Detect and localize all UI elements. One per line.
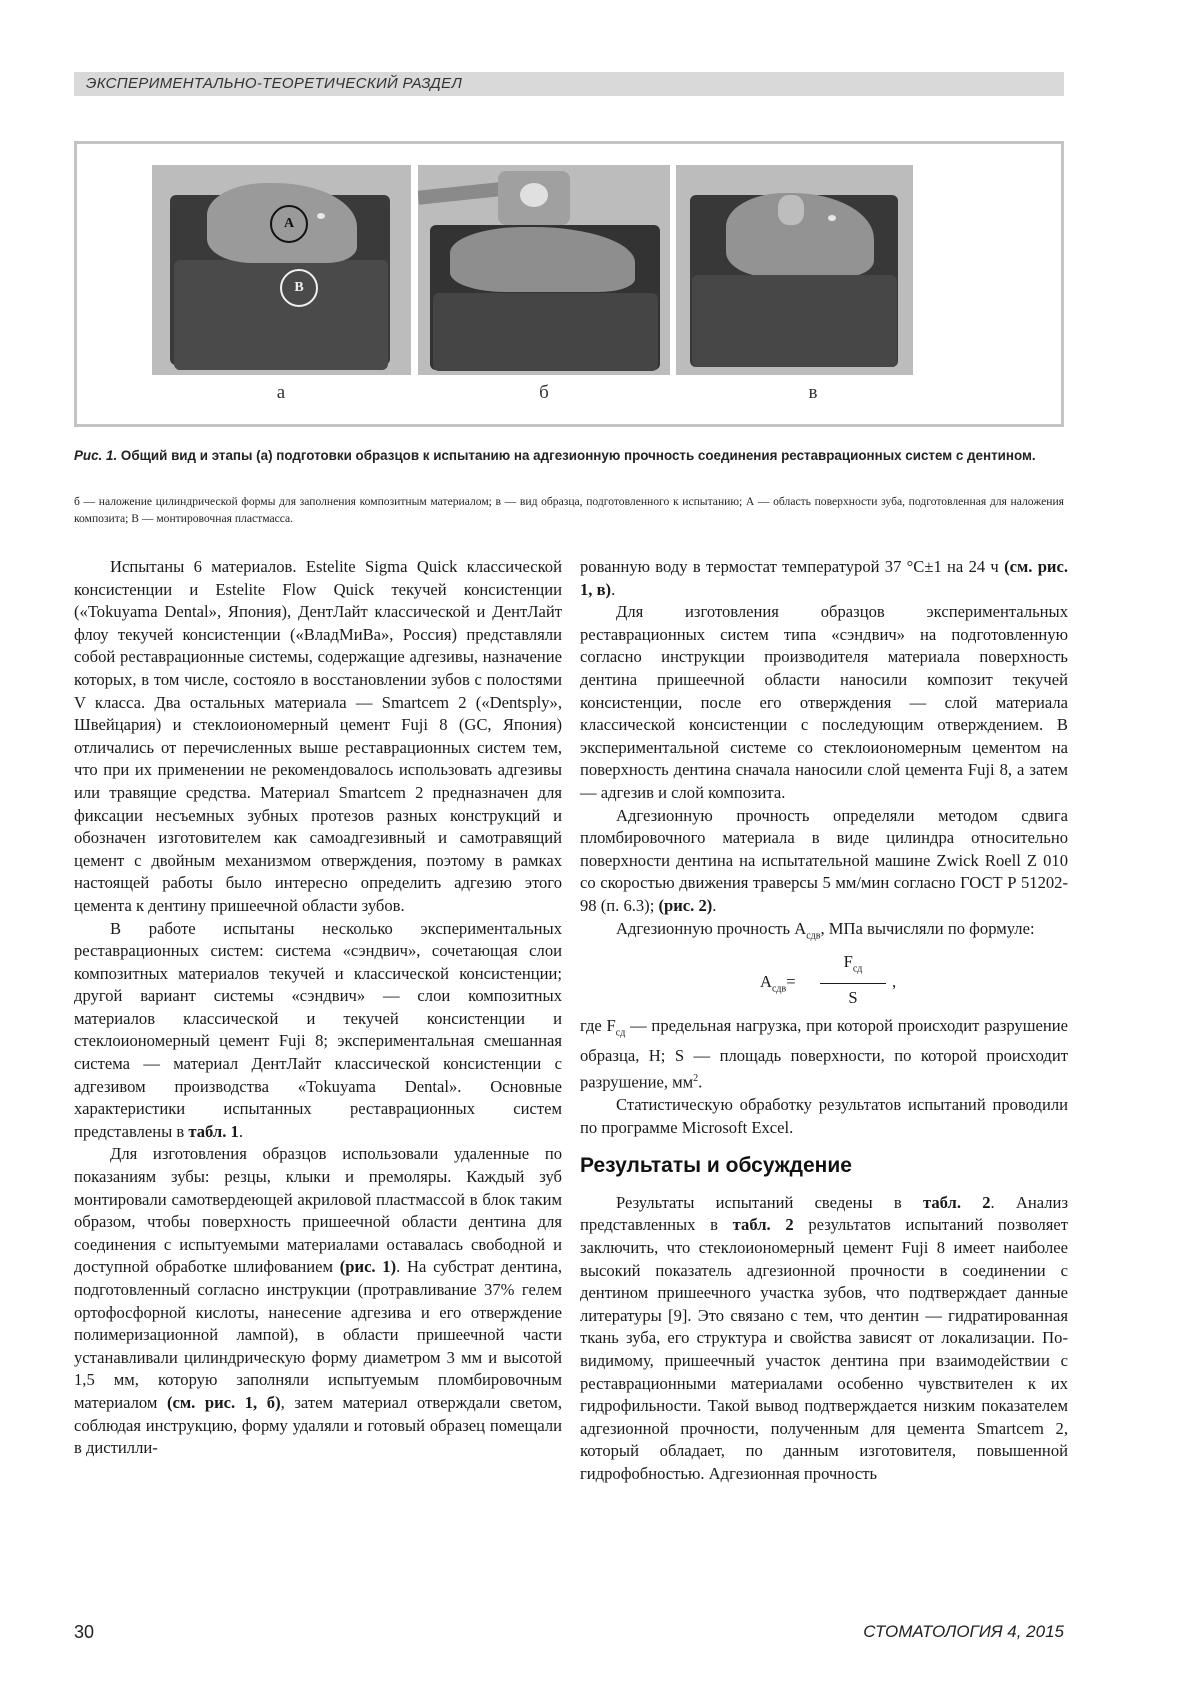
paragraph: Адгезионную прочность $А_{сдв}$, МПа вычисляли по формуле: — [616, 918, 1035, 941]
figure-photo-c — [676, 165, 913, 375]
paragraph: Для изготовления образцов использовали удаленные по показаниям зубы: резцы, клыки и премоляры. Каждый зуб монтировали самотвердеющей акриловой пластмассой в блок таким образом, чтобы поверхность пришеечной области дентина для соединения с испытуемыми материалами оставалась свободной и доступной обработке шлифованием (рис. 1). На субстрат дентина, подготовленный согласно инструкции (протравливание 37% гелем ортофосфорной кислоты, нанесение адгезива и его отверждение полимеризационной лампой), в области пришеечной части устанавливали цилиндрическую форму диаметром 3 мм и высотой 1,5 мм, которую заполняли испытуемым пломбировочным материалом (см. рис. 1, б), затем материал отверждали светом, соблюдая инструкцию, форму удаляли и готовый образец помещали в дистилли- — [74, 1144, 563, 1458]
paragraph: Испытаны 6 материалов. Estelite Sigma Quick классической консистенции и Estelite Flow Quick текучей консистенции («Tokuyama Dental», Япония), ДентЛайт классической и ДентЛайт флоу текучей консистенции («ВладМиВа», Россия) представляли собой реставрационные системы, содержащие адгезивы, назначение которых, в том числе, состояло в восстановлении зубов с полостями V класса. Два остальных материала — Smartcem 2 («Dentsply», Швейцария) и стеклоиономерный цемент Fuji 8 (GC, Япония) отличались от перечисленных выше реставрационных систем тем, что при их применении не рекомендовалось использовать адгезивы или травящие средства. Материал Smartcem 2 предназначен для фиксации несъемных зубных протезов разных конструкций и обозначен изготовителем как самоадгезивный и самотравящий цемент с двойным механизмом отверждения, поэтому в рамках настоящей работы было интересно определить адгезию этого цемента к дентину пришеечной области зубов. — [74, 557, 562, 915]
paragraph: где $F_{сд}$ — предельная нагрузка, при которой происходит разрушение образца, Н; S — площадь поверхности, по которой происходит разрушение, $мм^2$. — [580, 1016, 1068, 1092]
results-heading: Результаты и обсуждение — [580, 1154, 852, 1178]
table-1-ref: табл. 1 — [188, 1121, 239, 1141]
marker-a: A — [270, 205, 308, 243]
section-title: ЭКСПЕРИМЕНТАЛЬНО-ТЕОРЕТИЧЕСКИЙ РАЗДЕЛ — [86, 75, 463, 92]
figure-1 — [74, 141, 1064, 427]
paragraph: Для изготовления образцов экспериментальных реставрационных систем типа «сэндвич» на подготовленную согласно инструкции производителя материала поверхность дентина пришеечной области наносили композит текучей консистенции, после его отверждения — слой материала классической консистенции с последующим отверждением. В экспериментальной системе со стеклоиономерным цементом на поверхность дентина сначала наносили слой цемента Fuji 8, а затем — адгезив и слой композита. — [580, 602, 1068, 802]
figure-caption — [74, 446, 1064, 465]
figure-1b-ref: (см. рис. 1, б) — [166, 1392, 281, 1412]
figure-1-ref: (рис. 1) — [339, 1257, 397, 1277]
figure-2-ref: (рис. 2) — [658, 895, 713, 915]
panel-label-a: а — [276, 382, 286, 403]
section-header-band — [74, 72, 1064, 96]
right-column — [580, 556, 1068, 1486]
caption-text: Общий вид и этапы (а) подготовки образцов к испытанию на адгезионную прочность соединения реставрационных систем с дентином. — [120, 448, 1036, 463]
formula-lhs: $А_{сдв}=$ — [760, 972, 796, 995]
figure-photo-b — [418, 165, 670, 375]
paragraph: Адгезионную прочность определяли методом сдвига пломбировочного материала в виде цилиндра относительно поверхности дентина на испытательной машине Zwick Roell Z 010 со скоростью движения траверсы 5 мм/мин согласно ГОСТ Р 51202-98 (п. 6.3); (рис. 2). — [580, 805, 1068, 915]
table-2-ref: табл. 2 — [732, 1215, 794, 1235]
table-2-ref: табл. 2 — [922, 1192, 991, 1212]
page-number: 30 — [74, 1622, 95, 1642]
caption-prefix: Рис. 1. — [74, 448, 118, 463]
journal-footer: СТОМАТОЛОГИЯ 4, 2015 — [863, 1622, 1064, 1641]
figure-caption-note: б — наложение цилиндрической формы для заполнения композитным материалом; в — вид образца, подготовленного к испытанию; А — область поверхности зуба, подготовленная для наложения композита; В — монтировочная пластмасса. — [74, 495, 1064, 525]
paragraph: Статистическую обработку результатов испытаний проводили по программе Microsoft Excel. — [580, 1095, 1068, 1137]
formula-fraction: $F_{сд}$ S — [820, 951, 886, 1010]
panel-label-b: б — [539, 382, 549, 403]
panel-label-c: в — [808, 382, 818, 403]
marker-b: B — [280, 269, 318, 307]
formula-adhesion: $А_{сдв}=$ $F_{сд}$ S , — [580, 951, 1068, 1013]
paragraph: Результаты испытаний сведены в табл. 2. Анализ представленных в табл. 2 результатов испытаний позволяет заключить, что стеклоиономерный цемент Fuji 8 имеет наиболее высокий показатель адгезионной прочности в соединении с дентином пришеечного участка зубов, что подтверждает данные литературы [9]. Это связано с тем, что дентин — гидратированная ткань зуба, его структура и свойства зависят от локализации. По-видимому, пришеечный участок дентина при взаимодействии с реставрационными материалами особенно чувствителен к их гидрофильности. Такой вывод подтверждается низким показателем адгезионной прочности, полученным для цемента Smartcem 2, который обладает, по данным изготовителя, повышенной гидрофобностью. Адгезионная прочность — [580, 1192, 1068, 1483]
figure-1c-ref: (см. рис. 1, в) — [580, 557, 1068, 599]
figure-photo-a — [152, 165, 411, 375]
left-column — [74, 556, 562, 1460]
paragraph: рованную воду в термостат температурой 37 °С±1 на 24 ч (см. рис. 1, в). — [580, 557, 1068, 599]
paragraph: В работе испытаны несколько экспериментальных реставрационных систем: система «сэндвич», сочетающая слои композитных материалов текучей и классической консистенции; другой вариант системы «сэндвич» — слои композитных материалов классической и текучей консистенции и стеклоиономерный цемент Fuji 8; экспериментальная смешанная система — материал ДентЛайт классической консистенции с адгезивом производства «Tokuyama Dental». Основные характеристики испытанных реставрационных систем представлены в табл. 1. — [74, 918, 562, 1141]
